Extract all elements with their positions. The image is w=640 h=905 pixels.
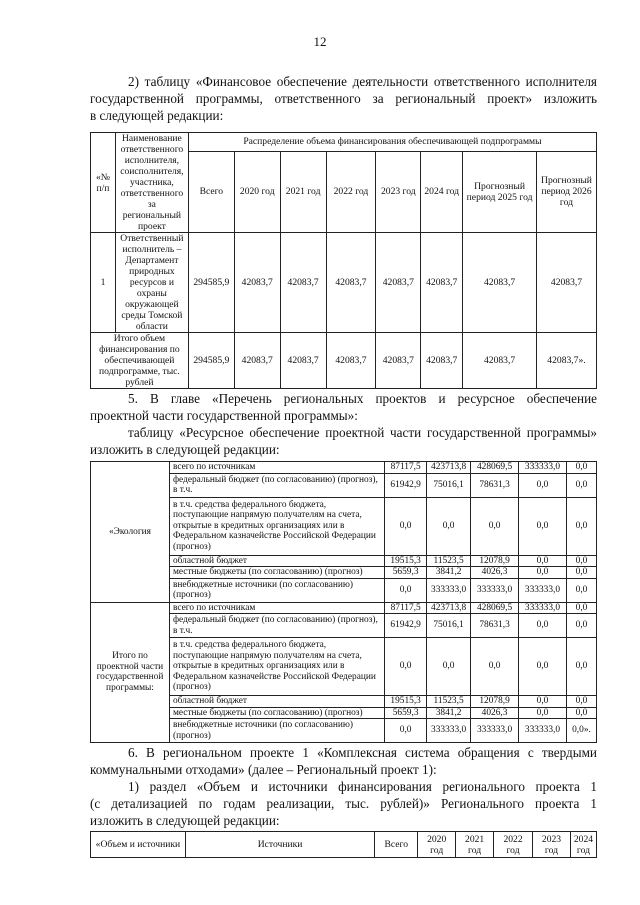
cell-value: 428069,5 — [471, 602, 519, 614]
cell-value: 0,0 — [566, 696, 596, 708]
cell-value: 0,0 — [471, 638, 519, 696]
cell-value: 42083,7 — [234, 233, 280, 333]
para2-line4: изложить в следующей редакции: — [90, 442, 280, 457]
cell-value: 0,0 — [385, 638, 427, 696]
header-col: Прогнозный период 2026 год — [536, 151, 596, 232]
source-label: внебюджетные источники (по согласованию) (прогноз) — [169, 719, 384, 743]
source-label: областной бюджет — [169, 555, 384, 567]
cell-value: 42083,7 — [463, 233, 537, 333]
cell-value: 19515,3 — [385, 555, 427, 567]
para1-line1: 2) таблицу «Финансовое обеспечение деятельности ответственного исполнителя — [128, 74, 597, 89]
para1-line2: государственной программы, ответственного за региональный проект» изложить — [90, 91, 597, 106]
header-volume: «Объем и источники — [91, 832, 186, 858]
cell-value: 87117,5 — [385, 602, 427, 614]
para1-line3: в следующей редакции: — [90, 108, 224, 123]
paragraph-project1 — [90, 744, 597, 829]
header-year: 2024 год — [570, 832, 596, 858]
cell-value: 294585,9 — [188, 233, 234, 333]
cell-value: 0,0 — [519, 555, 567, 567]
para3-line5: изложить в следующей редакции: — [90, 813, 280, 828]
cell-value: 423713,8 — [427, 602, 471, 614]
cell-value: 75016,1 — [427, 614, 471, 638]
source-label: в т.ч. средства федерального бюджета, поступающие напрямую получателям на счета, открытые в кредитных организациях или в Федеральном казначействе Российской Федерации (прогноз) — [169, 638, 384, 696]
cell-value: 0,0 — [566, 602, 596, 614]
cell-value: 294585,9 — [188, 333, 234, 389]
cell-value: 333333,0 — [471, 719, 519, 743]
paragraph-chapter5 — [90, 390, 597, 458]
cell-value: 5659,3 — [385, 707, 427, 719]
project-funding-table — [90, 831, 597, 858]
cell-value: 333333,0 — [427, 719, 471, 743]
cell-value: 42083,7». — [536, 333, 596, 389]
cell-value: 0,0 — [519, 696, 567, 708]
cell-value: 333333,0 — [519, 462, 567, 474]
cell-value: 11523,5 — [427, 696, 471, 708]
cell-value: 0,0 — [519, 497, 567, 555]
cell-value: 0,0 — [566, 567, 596, 579]
header-distribution: Распределение объема финансирования обеспечивающей подпрограммы — [188, 133, 596, 152]
cell-value: 42083,7 — [421, 333, 463, 389]
para2-line3: таблицу «Ресурсное обеспечение проектной части государственной программы» — [128, 425, 597, 440]
paragraph-table-intro — [90, 73, 597, 124]
cell-value: 42083,7 — [234, 333, 280, 389]
header-name: Наименование ответственного исполнителя, соисполнителя, участника, ответственного за региональный проект — [115, 133, 188, 233]
cell-value: 428069,5 — [471, 462, 519, 474]
cell-value: 0,0 — [385, 719, 427, 743]
group-label-ecology: «Экология — [91, 462, 170, 603]
cell-value: 333333,0 — [519, 578, 567, 602]
cell-value: 0,0 — [385, 497, 427, 555]
header-year: 2020 год — [418, 832, 456, 858]
header-total: Всего — [375, 832, 418, 858]
header-col: 2022 год — [326, 151, 376, 232]
group-label-total: Итого по проектной части государственной программы: — [91, 602, 170, 743]
cell-value: 4026,3 — [471, 707, 519, 719]
cell-value: 42083,7 — [280, 233, 326, 333]
cell-value: 0,0 — [566, 555, 596, 567]
header-year: 2023 год — [533, 832, 571, 858]
cell-value: 0,0 — [471, 497, 519, 555]
source-label: местные бюджеты (по согласованию) (прогноз) — [169, 567, 384, 579]
cell-value: 3841,2 — [427, 567, 471, 579]
source-label: федеральный бюджет (по согласованию) (прогноз), в т.ч. — [169, 614, 384, 638]
source-label: федеральный бюджет (по согласованию) (прогноз), в т.ч. — [169, 473, 384, 497]
cell-value: 0,0 — [519, 638, 567, 696]
cell-value: 11523,5 — [427, 555, 471, 567]
source-label: всего по источникам — [169, 602, 384, 614]
para3-line2: коммунальными отходами» (далее – Региональный проект 1): — [90, 762, 437, 777]
cell-value: 0,0 — [519, 707, 567, 719]
cell-value: 42083,7 — [376, 233, 421, 333]
cell-value: 42083,7 — [463, 333, 537, 389]
cell-value: 333333,0 — [519, 602, 567, 614]
cell-value: 0,0 — [519, 473, 567, 497]
cell-value: 0,0 — [519, 614, 567, 638]
cell-value: 333333,0 — [471, 578, 519, 602]
source-label: всего по источникам — [169, 462, 384, 474]
cell-value: 78631,3 — [471, 473, 519, 497]
cell-value: 42083,7 — [536, 233, 596, 333]
source-label: областной бюджет — [169, 696, 384, 708]
header-col: Прогнозный период 2025 год — [463, 151, 537, 232]
para3-line1: 6. В региональном проекте 1 «Комплексная система обращения с твердыми — [128, 745, 597, 760]
row-name: Ответственный исполнитель – Департамент природных ресурсов и охраны окружающей среды Томской области — [115, 233, 188, 333]
header-year: 2021 год — [456, 832, 494, 858]
para3-line3: 1) раздел «Объем и источники финансирования регионального проекта 1 — [128, 779, 597, 794]
cell-value: 78631,3 — [471, 614, 519, 638]
cell-value: 0,0 — [566, 707, 596, 719]
cell-value: 3841,2 — [427, 707, 471, 719]
cell-value: 87117,5 — [385, 462, 427, 474]
header-num: «№ п/п — [91, 133, 116, 233]
cell-value: 333333,0 — [519, 719, 567, 743]
cell-value: 0,0 — [427, 497, 471, 555]
para2-line1: 5. В главе «Перечень региональных проектов и ресурсное обеспечение — [128, 391, 597, 406]
cell-value: 75016,1 — [427, 473, 471, 497]
cell-value: 12078,9 — [471, 555, 519, 567]
cell-value: 4026,3 — [471, 567, 519, 579]
page-number: 12 — [313, 34, 327, 49]
cell-value: 42083,7 — [326, 333, 376, 389]
header-sources: Источники — [185, 832, 374, 858]
cell-value: 5659,3 — [385, 567, 427, 579]
source-label: местные бюджеты (по согласованию) (прогноз) — [169, 707, 384, 719]
header-col: 2023 год — [376, 151, 421, 232]
cell-value: 42083,7 — [376, 333, 421, 389]
cell-value: 42083,7 — [280, 333, 326, 389]
source-label: внебюджетные источники (по согласованию) (прогноз) — [169, 578, 384, 602]
cell-value: 42083,7 — [421, 233, 463, 333]
cell-value: 0,0 — [566, 578, 596, 602]
para3-line4: (с детализацией по годам реализации, тыс. рублей)» Регионального проекта 1 — [90, 796, 597, 811]
row-num: 1 — [91, 233, 116, 333]
para2-line2: проектной части государственной программы»: — [90, 408, 358, 423]
header-year: 2022 год — [494, 832, 533, 858]
header-col: Всего — [188, 151, 234, 232]
cell-value: 0,0 — [566, 473, 596, 497]
cell-value: 0,0 — [519, 567, 567, 579]
cell-value: 12078,9 — [471, 696, 519, 708]
cell-value: 0,0 — [566, 497, 596, 555]
header-col: 2020 год — [234, 151, 280, 232]
cell-value: 61942,9 — [385, 614, 427, 638]
cell-value: 0,0». — [566, 719, 596, 743]
cell-value: 0,0 — [566, 614, 596, 638]
total-label: Итого объем финансирования по обеспечивающей подпрограмме, тыс. рублей — [91, 333, 189, 389]
cell-value: 0,0 — [566, 638, 596, 696]
cell-value: 333333,0 — [427, 578, 471, 602]
resource-table — [90, 461, 597, 743]
cell-value: 19515,3 — [385, 696, 427, 708]
cell-value: 42083,7 — [326, 233, 376, 333]
header-col: 2021 год — [280, 151, 326, 232]
cell-value: 423713,8 — [427, 462, 471, 474]
cell-value: 61942,9 — [385, 473, 427, 497]
financing-table — [90, 132, 597, 389]
cell-value: 0,0 — [427, 638, 471, 696]
source-label: в т.ч. средства федерального бюджета, поступающие напрямую получателям на счета, открытые в кредитных организациях или в Федеральном казначействе Российской Федерации (прогноз) — [169, 497, 384, 555]
header-col: 2024 год — [421, 151, 463, 232]
cell-value: 0,0 — [385, 578, 427, 602]
cell-value: 0,0 — [566, 462, 596, 474]
